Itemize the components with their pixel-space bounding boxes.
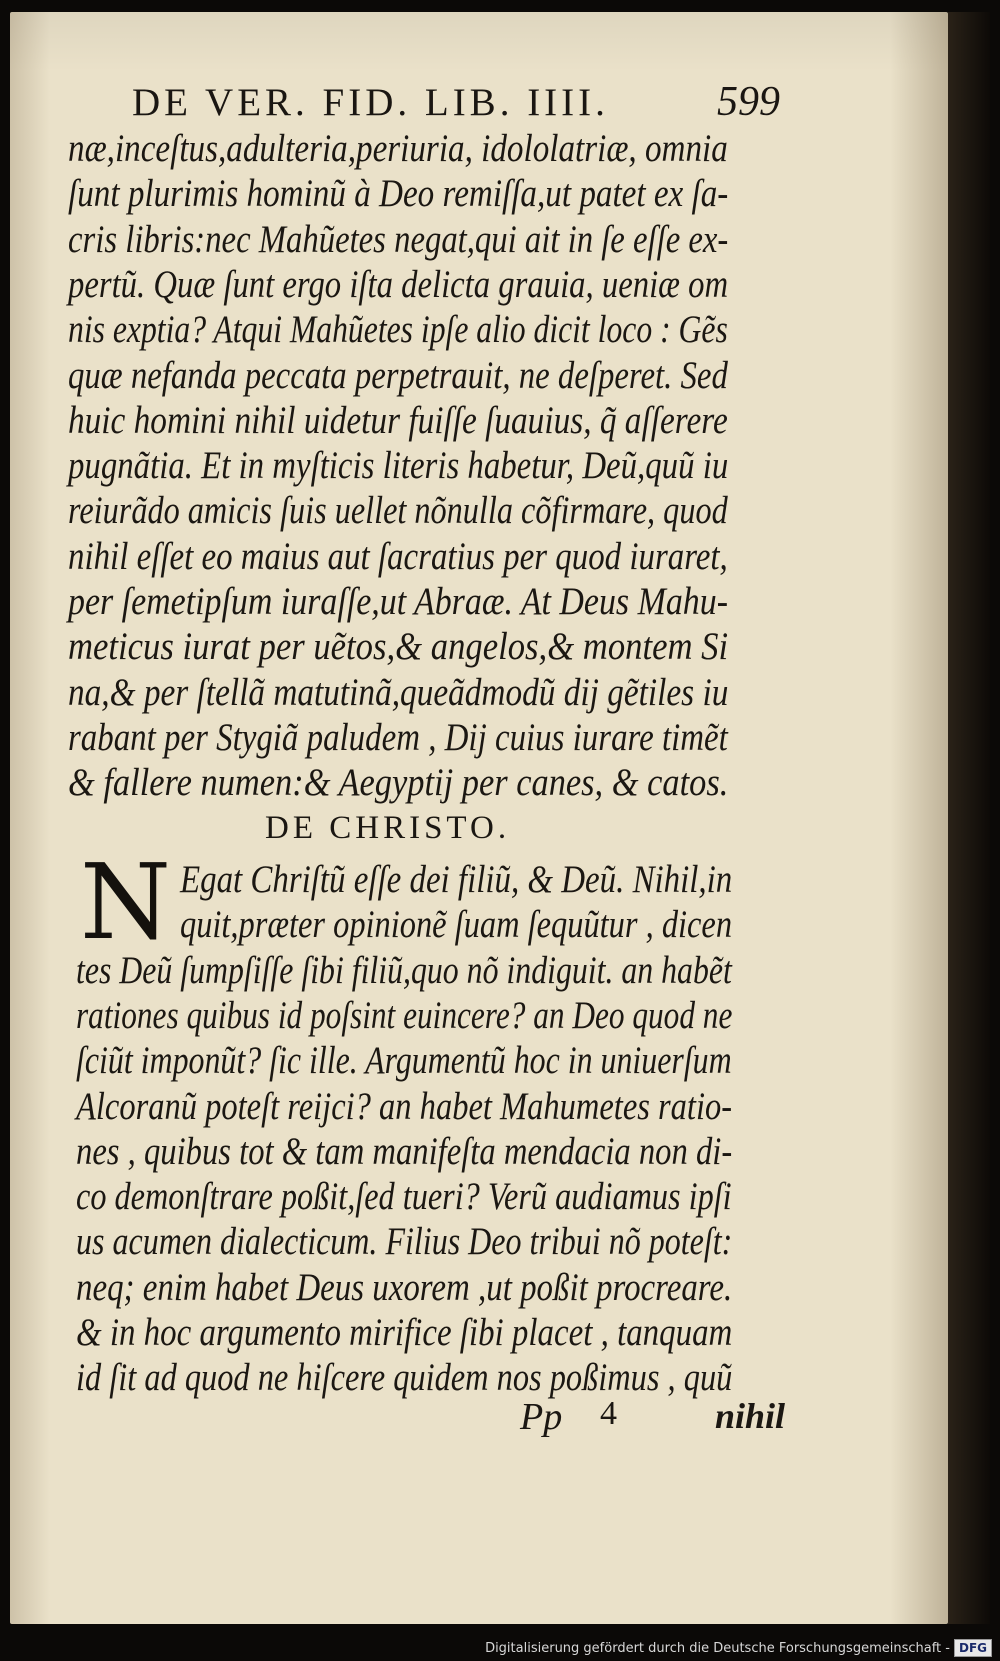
text-line: huic homini nihil uidetur fuiſſe ſuauius, q̃ aſſerere [68, 398, 728, 442]
signature-mark: Pp [520, 1396, 563, 1438]
text-line: næ,inceſtus,adulteria,periuria, idololatriæ, omnia [68, 127, 728, 170]
text-line: quæ nefanda peccata perpetrauit, ne deſperet. Sed [68, 353, 728, 397]
running-header [132, 78, 780, 128]
text-line: pertũ. Quæ ſunt ergo iſta delicta grauia, ueniæ om [68, 262, 729, 306]
text-line: id ſit ad quod ne hiſcere quidem nos poßimus , quũ [76, 1356, 733, 1400]
text-line: meticus iurat per uẽtos,& angelos,& montem Si [68, 625, 729, 669]
text-line: rationes quibus id poſsint euincere? an Deo quod ne [76, 993, 733, 1037]
credit-text: Digitalisierung gefördert durch die Deutsche Forschungsgemeinschaft - [485, 1640, 950, 1656]
section-heading: DE CHRISTO. [265, 810, 511, 846]
text-line: neq; enim habet Deus uxorem ,ut poßit procreare. [76, 1265, 733, 1309]
text-line: tes Deũ ſumpſiſſe ſibi filiũ,quo nõ indiguit. an habẽt [76, 948, 732, 992]
text-line: Alcoranũ poteſt reijci? an habet Mahumetes ratio- [76, 1084, 733, 1128]
text-line: cris libris:nec Mahũetes negat,qui ait in ſe eſſe ex- [68, 217, 729, 261]
text-line: & fallere numen:& Aegyptij per canes, & catos. [68, 761, 729, 805]
text-line: na,& per ſtellã matutinã,queãdmodũ dij gẽtiles iu [68, 670, 729, 714]
text-line: Egat Chriſtũ eſſe dei filiũ, & Deũ. Nihil,in [180, 858, 733, 901]
running-title: DE VER. FID. LIB. IIII. [132, 81, 609, 124]
text-line: quit,præter opinionẽ ſuam ſequũtur , dicen [180, 903, 733, 947]
text-line: us acumen dialecticum. Filius Deo tribui nõ poteſt: [76, 1220, 733, 1264]
text-line: pugnãtia. Et in myſticis literis habetur, Deũ,quũ iu [68, 444, 729, 488]
dfg-logo: DFG [954, 1639, 992, 1657]
text-line: nihil eſſet eo maius aut ſacratius per quod iuraret, [68, 534, 728, 578]
digitization-credit [485, 1637, 992, 1659]
catchword: nihil [715, 1396, 786, 1436]
text-line: co demonſtrare poßit,ſed tueri? Verũ audiamus ipſi [76, 1175, 732, 1219]
text-line: nis exptia? Atqui Mahũetes ipſe alio dicit loco : Gẽs [68, 308, 728, 352]
text-line: & in hoc argumento mirifice ſibi placet , tanquam [76, 1311, 733, 1354]
page-edge-shadow [948, 12, 990, 1624]
text-line: nes , quibus tot & tam manifeſta mendacia non di- [76, 1129, 733, 1173]
text-line: per ſemetipſum iuraſſe,ut Abraæ. At Deus Mahu- [68, 580, 728, 623]
text-line: rabant per Stygiã paludem , Dij cuius iurare timẽt [68, 715, 728, 759]
text-line: ſunt plurimis hominũ à Deo remiſſa,ut patet ex ſa- [68, 172, 729, 216]
text-line: ſciũt imponũt? ſic ille. Argumentũ hoc in uniuerſum [76, 1039, 732, 1083]
drop-cap: N [80, 841, 171, 963]
text-line: reiurãdo amicis ſuis uellet nõnulla cõfirmare, quod [68, 489, 728, 533]
signature-number: 4 [600, 1395, 617, 1432]
page-number: 599 [717, 79, 780, 125]
